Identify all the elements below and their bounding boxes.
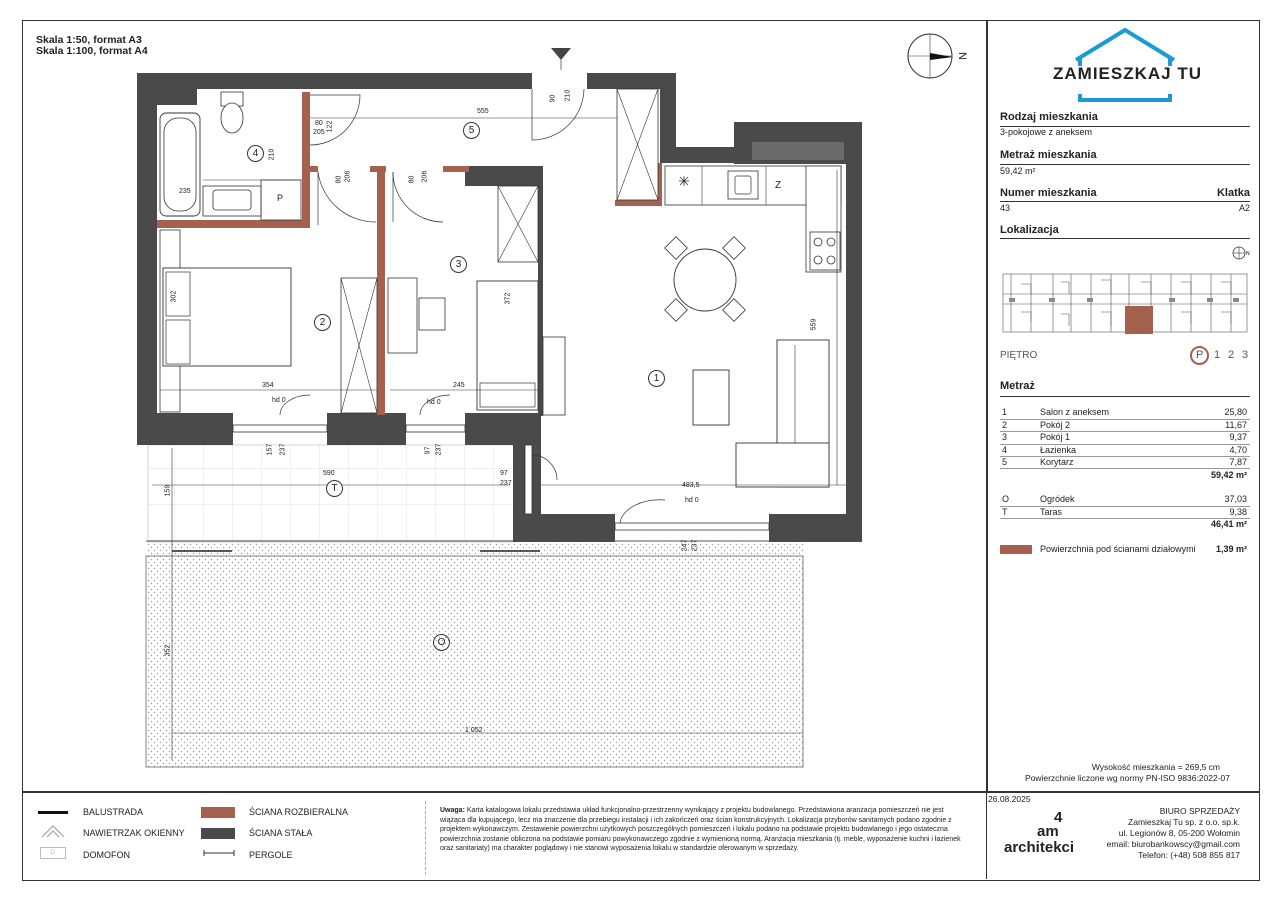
dim-1052: 1 052 xyxy=(465,727,483,734)
office-company: Zamieszkaj Tu sp. z o.o. sp.k. xyxy=(1128,817,1240,827)
pergola-icon xyxy=(203,849,235,857)
room-row: 5 Korytarz 7,87 xyxy=(1002,457,1247,467)
garden-area xyxy=(146,556,803,767)
location-label: Lokalizacja xyxy=(1000,224,1059,236)
room-3-marker: 3 xyxy=(450,256,467,273)
dim-247: 247 xyxy=(681,539,689,552)
door-height-1: hd 0 xyxy=(272,397,286,404)
dim-235: 235 xyxy=(179,188,191,195)
floor-p[interactable]: P xyxy=(1196,349,1204,361)
dim-237b: 237 xyxy=(435,443,443,456)
room-row: 1 Salon z aneksem 25,80 xyxy=(1002,407,1247,417)
room-row: 4 Łazienka 4,70 xyxy=(1002,445,1247,455)
balustrade-swatch xyxy=(38,811,68,814)
dim-97b: 97 xyxy=(500,470,508,477)
dim-205a: 205 xyxy=(313,129,325,136)
entrance-marker-icon xyxy=(551,48,571,60)
partition-wall-swatch xyxy=(201,807,235,818)
compass-icon xyxy=(908,34,953,78)
dim-157: 157 xyxy=(266,443,274,456)
terrace-marker: T xyxy=(326,480,343,497)
area-label: Metraż mieszkania xyxy=(1000,149,1097,161)
dim-555: 555 xyxy=(477,108,489,115)
apartment-location-highlight xyxy=(1125,306,1153,334)
legend-balustrada: BALUSTRADA xyxy=(83,807,144,817)
floor-1[interactable]: 1 xyxy=(1214,349,1221,361)
rooms-total: 59,42 m² xyxy=(1210,470,1247,480)
dim-237a: 237 xyxy=(279,443,287,456)
stair-label: Klatka xyxy=(1216,187,1250,199)
dim-590: 590 xyxy=(323,470,335,477)
date: 26.08.2025 xyxy=(988,794,1031,804)
dim-210b: 210 xyxy=(268,148,276,161)
door-height-2: hd 0 xyxy=(427,399,441,406)
office-phone[interactable]: Telefon: (+48) 508 855 817 xyxy=(1138,850,1240,860)
dim-159: 159 xyxy=(164,484,172,497)
partition-value: 1,39 m² xyxy=(1215,544,1247,554)
mini-compass-icon xyxy=(1231,245,1251,261)
room-2-marker: 2 xyxy=(314,314,331,331)
dim-206a: 206 xyxy=(344,170,352,183)
dim-302: 302 xyxy=(170,290,178,303)
legend-pergole: PERGOLE xyxy=(249,850,293,860)
office-title: BIURO SPRZEDAŻY xyxy=(1159,806,1240,816)
dim-80a: 80 xyxy=(315,120,323,127)
disclaimer-note: Uwaga: Karta katalogowa lokalu przedstawia układ funkcjonalno-przestrzenny wynikający z projektu budowlanego. Przedstawiona aranżacja pomieszczeń nie jest wiążąca dla kupującego, lecz ma znaczenie dla przebiegu instalacji i ich zakończeń oraz ścian konstrukcyjnych. Lokalizacja przyborów sanitarnych podano zgodnie z projektem wykonawczym. Zestawienie powierzchni użytkowych poszczególnych pomieszczeń i lokalu podano na podstawie projektu budowlanego i jego ostateczna powierzchnia zostanie obliczona na podstawie pomiaru powykonawczego zgodnie z wymienioną normą. Aranżacja mieszkania (tj. meble, wyposażenie kuchni i łazienek oraz sanitariaty) ma charakter poglądowy i nie stanowi wyposażenia lokalu w standardzie oferowanym w sprzedaży. xyxy=(440,807,961,852)
divider xyxy=(425,801,426,875)
office-email[interactable]: email: biurobankowscy@gmail.com xyxy=(1106,839,1240,849)
garden-strip xyxy=(146,543,803,556)
partition-walls xyxy=(157,89,662,415)
architect-logo-am: am xyxy=(1037,823,1059,840)
type-label: Rodzaj mieszkania xyxy=(1000,111,1098,123)
fixed-wall-swatch xyxy=(201,828,235,839)
outdoor-total: 46,41 m² xyxy=(1210,519,1247,529)
floor-label: PIĘTRO xyxy=(1000,350,1038,361)
legend-sciana-rozb: ŚCIANA ROZBIERALNA xyxy=(249,807,349,817)
stair-value: A2 xyxy=(1238,203,1250,213)
room-5-marker: 5 xyxy=(463,122,480,139)
scale-a4: Skala 1:100, format A4 xyxy=(36,45,148,57)
intercom-icon: D xyxy=(40,847,66,859)
outdoor-row: O Ogródek 37,03 xyxy=(1002,494,1247,504)
room-row: 2 Pokój 2 11,67 xyxy=(1002,420,1247,430)
dim-97a: 97 xyxy=(424,446,432,455)
dim-245: 245 xyxy=(453,382,465,389)
compass-letter: N xyxy=(955,52,968,60)
building-location-map xyxy=(1001,272,1249,336)
dim-352: 352 xyxy=(164,644,172,657)
dim-90: 90 xyxy=(549,94,557,103)
dim-483: 483,5 xyxy=(682,482,700,489)
partition-swatch xyxy=(1000,545,1032,554)
number-label: Numer mieszkania xyxy=(1000,187,1097,199)
metraz-title: Metraż xyxy=(1000,380,1035,392)
legend-domofon: DOMOFON xyxy=(83,850,130,860)
dim-559: 559 xyxy=(810,318,818,331)
area-norm: Powierzchnie liczone wg normy PN-ISO 9836:2022-07 xyxy=(1024,773,1230,783)
architect-logo-num: 4 xyxy=(1054,809,1063,826)
dim-210a: 210 xyxy=(564,89,572,102)
room-row: 3 Pokój 1 9,37 xyxy=(1002,432,1247,442)
floor-2[interactable]: 2 xyxy=(1228,349,1235,361)
garden-marker: O xyxy=(433,634,450,651)
outdoor-row: T Taras 9,38 xyxy=(1002,507,1247,517)
dim-122: 122 xyxy=(326,120,334,133)
brand-name: ZAMIESZKAJ TU xyxy=(1053,64,1202,83)
svg-text:N: N xyxy=(1246,251,1250,257)
architect-logo-name: architekci xyxy=(1004,839,1075,856)
legend-sciana-stala: ŚCIANA STAŁA xyxy=(249,828,313,838)
legend-nawietrzak: NAWIETRZAK OKIENNY xyxy=(83,828,185,838)
dim-206b: 206 xyxy=(421,170,429,183)
washer-label: P xyxy=(277,193,284,203)
dim-372: 372 xyxy=(504,292,512,305)
dim-80b: 80 xyxy=(335,175,343,184)
room-1-marker: 1 xyxy=(648,370,665,387)
dim-237c: 237 xyxy=(500,480,512,487)
number-value: 43 xyxy=(1000,203,1011,213)
apartment-height: Wysokość mieszkania = 269,5 cm xyxy=(1091,762,1220,772)
dim-80c: 80 xyxy=(408,175,416,184)
partition-label: Powierzchnia pod ścianami działowymi xyxy=(1040,544,1196,554)
door-height-3: hd 0 xyxy=(685,497,699,504)
scale-a3: Skala 1:50, format A3 xyxy=(36,34,142,46)
vent-icon xyxy=(38,823,68,839)
area-value: 59,42 m² xyxy=(1000,166,1036,176)
fridge-label: Z xyxy=(775,180,782,191)
dim-237d: 237 xyxy=(691,539,699,552)
type-value: 3-pokojowe z aneksem xyxy=(1000,127,1093,137)
room-4-marker: 4 xyxy=(247,145,264,162)
office-address: ul. Legionów 8, 05-200 Wołomin xyxy=(1118,828,1240,838)
floor-3[interactable]: 3 xyxy=(1242,349,1249,361)
dim-354: 354 xyxy=(262,382,274,389)
